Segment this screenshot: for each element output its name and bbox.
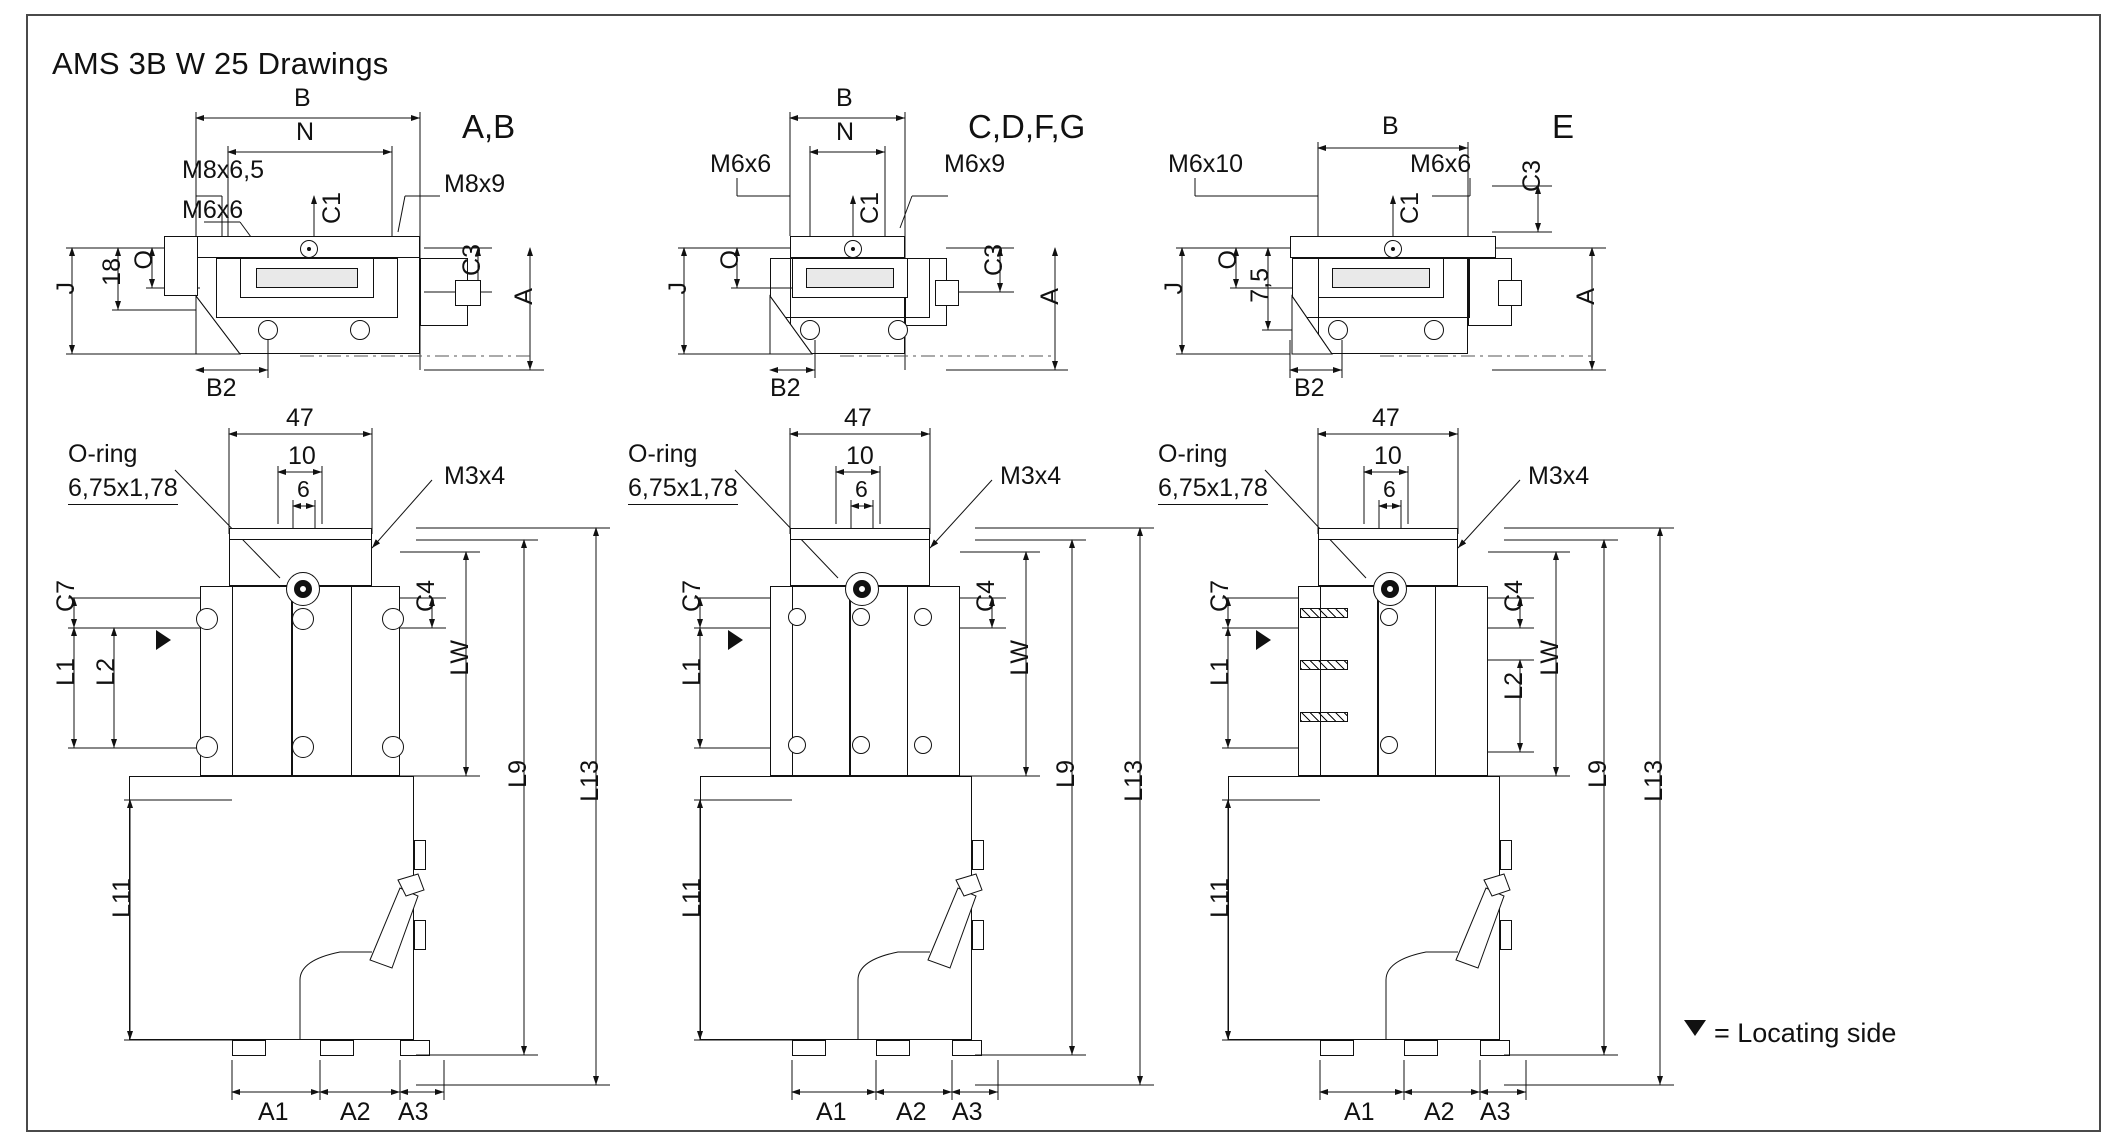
oring-value-e: 6,75x1,78 <box>1158 474 1268 505</box>
oring-label-ab: O-ring <box>68 440 138 468</box>
dim-l13-cdfg: L13 <box>1120 760 1148 802</box>
dim-18-ab: 18 <box>98 258 126 286</box>
dim-c7-ab: C7 <box>52 580 80 612</box>
dim-l1-e: L1 <box>1206 658 1234 686</box>
dim-l9-cdfg: L9 <box>1052 760 1080 788</box>
callout-m6x10: M6x10 <box>1168 150 1244 178</box>
dim-j-e: J <box>1160 282 1188 295</box>
variant-heading-e: E <box>1552 108 1575 145</box>
dim-a-e: A <box>1572 288 1600 305</box>
callout-m8x9: M8x9 <box>444 170 506 198</box>
dim-a3-e: A3 <box>1480 1098 1511 1126</box>
dim-l1-cdfg: L1 <box>678 658 706 686</box>
dim-c1-e: C1 <box>1396 192 1424 224</box>
locating-side-marker-icon <box>1684 1020 1706 1036</box>
callout-m3x4-ab: M3x4 <box>444 462 506 490</box>
dim-j-ab: J <box>52 282 80 295</box>
dim-a3-cdfg: A3 <box>952 1098 983 1126</box>
dim-6-cdfg: 6 <box>855 476 868 502</box>
dim-l11-ab: L11 <box>108 878 136 918</box>
callout-m3x4-cdfg: M3x4 <box>1000 462 1062 490</box>
dim-c7-e: C7 <box>1206 580 1234 612</box>
dim-l9-ab: L9 <box>504 760 532 788</box>
oring-value-ab: 6,75x1,78 <box>68 474 178 505</box>
dim-10-cdfg: 10 <box>846 442 874 470</box>
callout-m6x9-cdfg: M6x9 <box>944 150 1006 178</box>
dim-a2-e: A2 <box>1424 1098 1455 1126</box>
oring-value-cdfg: 6,75x1,78 <box>628 474 738 505</box>
dim-a-cdfg: A <box>1036 288 1064 305</box>
dim-l11-cdfg: L11 <box>678 878 706 918</box>
dim-b-cdfg: B <box>836 84 853 112</box>
dim-47-e: 47 <box>1372 404 1400 432</box>
dim-a1-cdfg: A1 <box>816 1098 847 1126</box>
dim-l1-ab: L1 <box>52 658 80 686</box>
dim-o-cdfg: O <box>716 250 744 270</box>
dim-l11-e: L11 <box>1206 878 1234 918</box>
dim-n-cdfg: N <box>836 118 855 146</box>
dim-c4-ab: C4 <box>412 580 440 612</box>
variant-heading-ab: A,B <box>462 108 516 145</box>
dim-a2-ab: A2 <box>340 1098 371 1126</box>
dim-47-cdfg: 47 <box>844 404 872 432</box>
dim-b2-e: B2 <box>1294 374 1325 402</box>
dim-a1-e: A1 <box>1344 1098 1375 1126</box>
dim-c1-ab: C1 <box>318 192 346 224</box>
dim-c3-e: C3 <box>1518 160 1546 192</box>
dim-c1-cdfg: C1 <box>856 192 884 224</box>
dim-10-ab: 10 <box>288 442 316 470</box>
dim-c4-cdfg: C4 <box>972 580 1000 612</box>
dim-l13-ab: L13 <box>576 760 604 802</box>
dim-75-e: 7,5 <box>1246 268 1274 303</box>
legend-text: = Locating side <box>1714 1018 1897 1048</box>
dim-c4-e: C4 <box>1500 580 1528 612</box>
dim-6-e: 6 <box>1383 476 1396 502</box>
dim-j-cdfg: J <box>664 282 692 295</box>
dim-b-ab: B <box>294 84 311 112</box>
dim-l9-e: L9 <box>1584 760 1612 788</box>
dim-c3-cdfg: C3 <box>980 244 1008 276</box>
dim-a2-cdfg: A2 <box>896 1098 927 1126</box>
dim-c7-cdfg: C7 <box>678 580 706 612</box>
oring-label-e: O-ring <box>1158 440 1228 468</box>
dim-a3-ab: A3 <box>398 1098 429 1126</box>
dim-l2-ab: L2 <box>92 658 120 686</box>
dim-47-ab: 47 <box>286 404 314 432</box>
dim-o-ab: O <box>130 250 158 270</box>
dim-l2-e: L2 <box>1500 672 1528 700</box>
page-title: AMS 3B W 25 Drawings <box>52 46 389 81</box>
callout-m6x6-e: M6x6 <box>1410 150 1472 178</box>
callout-m6x6-cdfg: M6x6 <box>710 150 772 178</box>
dim-c3-ab: C3 <box>458 244 486 276</box>
callout-m8x65: M8x6,5 <box>182 156 264 184</box>
callout-m3x4-e: M3x4 <box>1528 462 1590 490</box>
dim-b2-ab: B2 <box>206 374 237 402</box>
dim-b2-cdfg: B2 <box>770 374 801 402</box>
dim-10-e: 10 <box>1374 442 1402 470</box>
dim-n-ab: N <box>296 118 315 146</box>
dim-lw-e: LW <box>1536 640 1564 676</box>
dim-a1-ab: A1 <box>258 1098 289 1126</box>
callout-m6x6-ab: M6x6 <box>182 196 244 224</box>
variant-heading-cdfg: C,D,F,G <box>968 108 1086 145</box>
dim-l13-e: L13 <box>1640 760 1668 802</box>
dim-b-e: B <box>1382 112 1399 140</box>
dim-6-ab: 6 <box>297 476 310 502</box>
dim-lw-ab: LW <box>446 640 474 676</box>
dim-o-e: O <box>1214 250 1242 270</box>
dim-a-ab: A <box>510 288 538 305</box>
oring-label-cdfg: O-ring <box>628 440 698 468</box>
dim-lw-cdfg: LW <box>1006 640 1034 676</box>
